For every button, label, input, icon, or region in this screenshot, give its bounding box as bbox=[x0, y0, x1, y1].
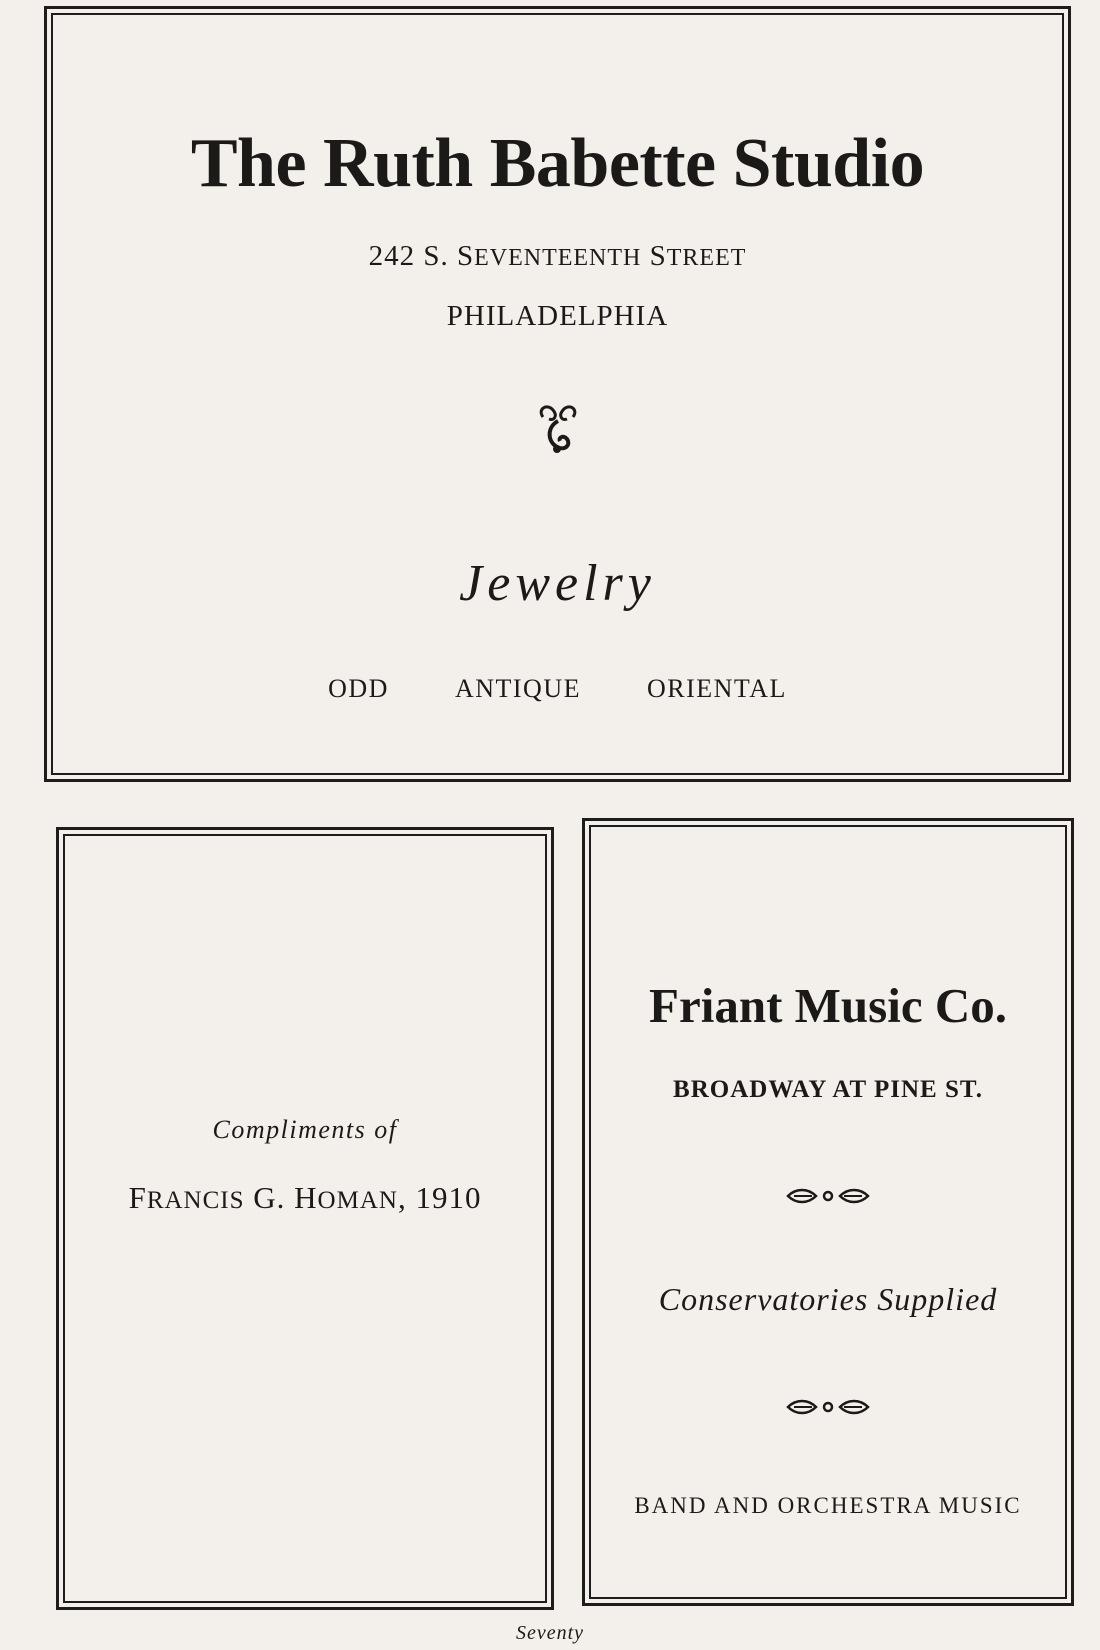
ad-ruth-babette-studio bbox=[44, 6, 1071, 782]
category-odd: ODD bbox=[328, 674, 389, 703]
product-heading: Jewelry bbox=[459, 555, 656, 612]
page-folio: Seventy bbox=[515, 1622, 585, 1644]
category-list bbox=[47, 674, 1068, 704]
scroll-divider-icon bbox=[585, 1187, 1071, 1205]
friant-name: Friant Music Co. bbox=[649, 978, 1007, 1033]
studio-city: PHILADELPHIA bbox=[446, 300, 669, 332]
ad-francis-homan bbox=[56, 827, 554, 1610]
compliments-line: Compliments of bbox=[212, 1115, 398, 1144]
homan-name bbox=[59, 1180, 551, 1216]
category-oriental: ORIENTAL bbox=[646, 674, 787, 703]
friant-tagline: Conservatories Supplied bbox=[658, 1281, 998, 1317]
friant-address: BROADWAY AT PINE ST. bbox=[673, 1076, 983, 1103]
scroll-divider-icon bbox=[585, 1398, 1071, 1416]
address-word-2: TREET bbox=[666, 245, 747, 271]
address-mid: S bbox=[641, 240, 667, 272]
name-initial: F bbox=[128, 1180, 147, 1215]
name-first: RANCIS bbox=[146, 1187, 245, 1214]
fleuron-icon bbox=[47, 401, 1068, 467]
studio-name: The Ruth Babette Studio bbox=[190, 125, 925, 202]
address-number: 242 S. S bbox=[368, 240, 475, 272]
category-antique: ANTIQUE bbox=[454, 674, 581, 703]
class-year: , 1910 bbox=[397, 1180, 482, 1215]
name-last: OMAN bbox=[317, 1187, 398, 1214]
studio-address bbox=[47, 240, 1068, 273]
address-word-1: EVENTEENTH bbox=[474, 245, 642, 271]
ad-friant-music bbox=[582, 818, 1074, 1606]
friant-specialty: BAND AND ORCHESTRA MUSIC bbox=[634, 1493, 1022, 1518]
name-middle: G. H bbox=[244, 1180, 318, 1215]
